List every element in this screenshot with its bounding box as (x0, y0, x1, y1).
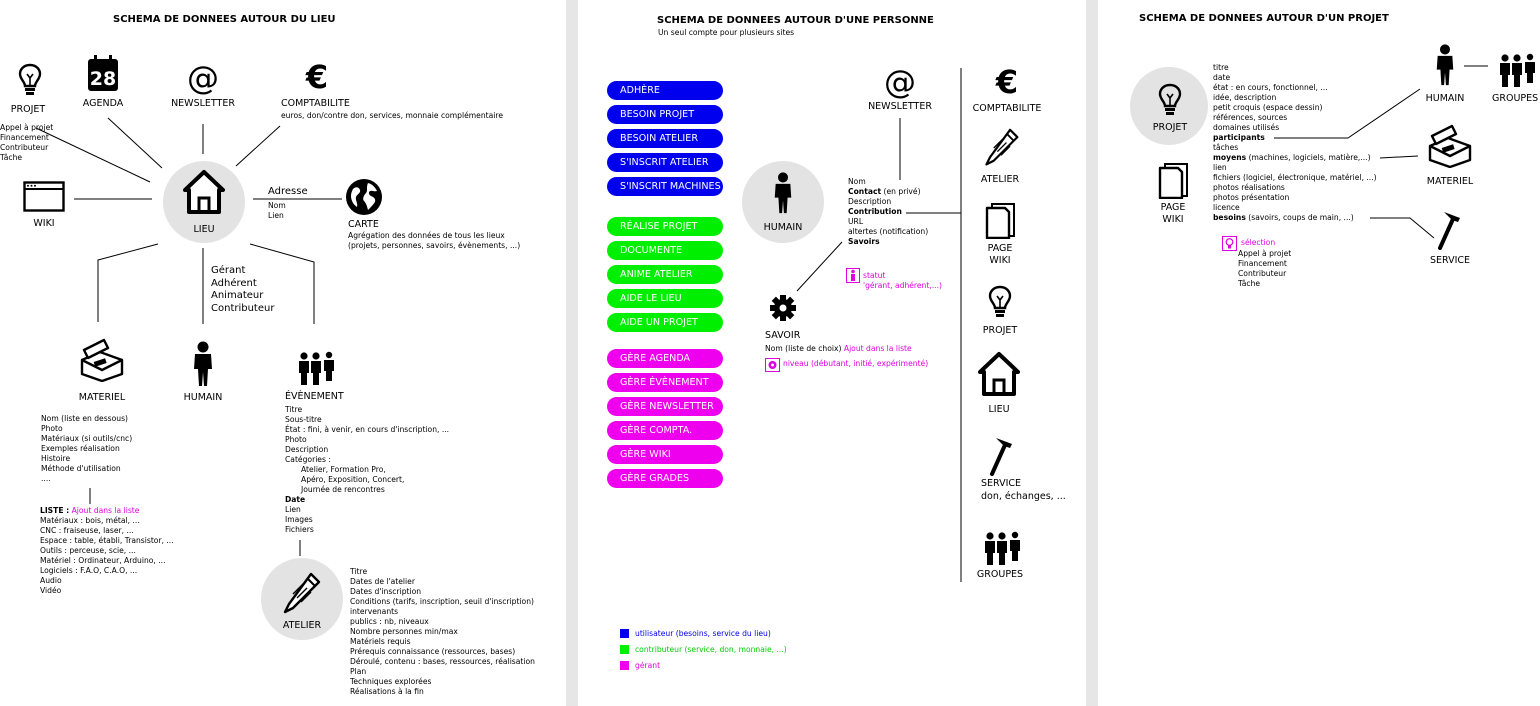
adresse-fields: Nom Lien (268, 201, 286, 220)
gere-compta-button[interactable]: GÈRE COMPTA. (607, 421, 723, 440)
adresse-label: Adresse (268, 186, 308, 197)
materiel-fields: Nom (liste en dessous) Photo Matériaux (si outils/cnc) Exemples réalisation Histoire Méthode d'utilisation .... (41, 414, 133, 483)
gere-grades-button[interactable]: GÈRE GRADES (607, 469, 723, 488)
statut-values: 'gérant, adhérent,...) (863, 281, 942, 290)
groupes-label: GROUPES (1492, 93, 1539, 104)
anime-atelier-button[interactable]: ANIME ATELIER (607, 265, 723, 284)
group-icon (1498, 53, 1538, 89)
gear-badge-icon (765, 358, 780, 372)
lightbulb-icon (987, 284, 1013, 318)
pencil-icon (981, 128, 1021, 168)
euro-icon: € (305, 58, 329, 96)
gear-icon (769, 294, 797, 322)
savoir-label: SAVOIR (765, 330, 801, 341)
comptabilite-label: COMPTABILITE (281, 98, 350, 109)
person-icon (1434, 42, 1456, 88)
personne-fields: Nom Contact (en privé) Description Contribution URL altertes (notification) Savoirs (848, 177, 929, 246)
legend-swatch-gerant (620, 661, 629, 670)
inscrit-machines-button[interactable]: S'INSCRIT MACHINES (607, 177, 723, 196)
besoin-projet-button[interactable]: BESOIN PROJET (607, 105, 723, 124)
person-badge-icon (846, 268, 860, 283)
atelier-label: ATELIER (980, 174, 1020, 185)
newsletter-label: NEWSLETTER (868, 101, 932, 112)
person-icon (191, 341, 215, 387)
page-title: SCHEMA DE DONNEES AUTOUR D'UNE PERSONNE (657, 15, 934, 26)
page-title: SCHEMA DE DONNEES AUTOUR D'UN PROJET (1139, 13, 1389, 24)
evenement-label: ÉVÈNEMENT (285, 391, 344, 402)
legend-utilisateur: utilisateur (besoins, service du lieu) (635, 629, 771, 638)
realise-projet-button[interactable]: RÉALISE PROJET (607, 217, 723, 236)
humain-label: HUMAIN (763, 222, 803, 233)
statut-label: statut (863, 271, 886, 280)
newsletter-label: NEWSLETTER (171, 98, 235, 109)
legend-contributeur: contributeur (service, don, monnaie, ...) (635, 645, 787, 654)
carte-label: CARTE (348, 219, 379, 230)
savoir-nom: Nom (liste de choix) Ajout dans la liste (765, 344, 912, 353)
lightbulb-badge-icon (1222, 236, 1237, 251)
page-label: PAGE (987, 243, 1013, 254)
aide-projet-button[interactable]: AIDE UN PROJET (607, 313, 723, 332)
page-title: SCHEMA DE DONNEES AUTOUR DU LIEU (113, 14, 336, 25)
agenda-label: AGENDA (82, 98, 124, 109)
carte-desc: Agrégation des données de tous les lieux (projets, personnes, savoirs, évènements, ...) (348, 231, 521, 250)
projet-label: PROJET (10, 104, 46, 115)
page-label: PAGE (1160, 202, 1186, 213)
gere-newsletter-button[interactable]: GÈRE NEWSLETTER (607, 397, 723, 416)
legend-swatch-utilisateur (620, 629, 629, 638)
gere-agenda-button[interactable]: GÈRE AGENDA (607, 349, 723, 368)
service-label: SERVICE (1429, 255, 1471, 266)
personne-panel (578, 0, 1086, 706)
document-icon (985, 203, 1015, 239)
aide-lieu-button[interactable]: AIDE LE LIEU (607, 289, 723, 308)
calendar-icon (86, 54, 120, 92)
gere-evenement-button[interactable]: GÈRE ÉVÈNEMENT (607, 373, 723, 392)
lieu-panel (0, 0, 566, 706)
hammer-icon (1434, 210, 1464, 250)
globe-icon (344, 177, 384, 217)
projet-fields: titre date état : en cours, fonctionnel, ... idée, description petit croquis (espace dessin) références, sources domaines utilisés participants tâches moyens (machines, logiciels, matière,...) lien fichiers (logiciel, électronique, matériel, ...) photos réalisations photos présentation licence besoins (savoirs, coups de main, ...) (1213, 63, 1377, 222)
person-icon (772, 170, 794, 216)
materiel-list: LISTE : Ajout dans la liste Matériaux : bois, métal, ... CNC : fraiseuse, laser, ... Espace : table, établi, Transistor, ... Outils : perceuse, scie, ... Matériel : Ordinateur, Arduino, ... Logiciels : F.A.O, C.A.O, ... Audio Vidéo (40, 506, 174, 595)
lightbulb-icon (17, 62, 43, 96)
projet-label: PROJET (982, 325, 1018, 336)
inscrit-atelier-button[interactable]: S'INSCRIT ATELIER (607, 153, 723, 172)
page-subtitle: Un seul compte pour plusieurs sites (658, 28, 795, 37)
service-label: SERVICE (981, 478, 1022, 489)
hammer-icon (986, 436, 1016, 476)
savoir-niveau: niveau (débutant, initié, expérimenté) (783, 359, 929, 368)
projet-panel (1098, 0, 1540, 706)
toolbox-icon (78, 338, 126, 382)
legend-swatch-contributeur (620, 645, 629, 654)
humain-label: HUMAIN (183, 392, 223, 403)
atelier-title: ATELIER (282, 620, 322, 631)
selection-label: sélection (1241, 238, 1276, 247)
comptabilite-detail: euros, don/contre don, services, monnaie complémentaire (281, 111, 504, 120)
savoir-add-link[interactable]: Ajout dans la liste (843, 344, 912, 353)
toolbox-icon (1426, 124, 1474, 168)
wiki-label: WIKI (33, 218, 55, 229)
besoin-atelier-button[interactable]: BESOIN ATELIER (607, 129, 723, 148)
lieu-label: LIEU (988, 404, 1010, 415)
list-title: LISTE : (40, 506, 70, 515)
legend-gerant: gérant (635, 661, 661, 670)
lieu-roles: Gérant Adhérent Animateur Contributeur (211, 265, 275, 314)
materiel-label: MATERIEL (78, 392, 126, 403)
wiki-label: WIKI (1162, 214, 1184, 225)
at-sign-icon: @ (884, 63, 916, 101)
evenement-fields: Titre Sous-titre État : fini, à venir, en cours d'inscription, ... Photo Description Catégories : Atelier, Formation Pro, Apéro, Exposition, Concert, Journée de rencontres Date Lien Images Fichiers (285, 405, 450, 534)
group-icon (983, 531, 1023, 567)
gere-wiki-button[interactable]: GÈRE WIKI (607, 445, 723, 464)
lieu-label: LIEU (193, 224, 215, 235)
group-icon (297, 351, 337, 387)
euro-icon: € (995, 63, 1019, 101)
adhere-button[interactable]: ADHÈRE (607, 81, 723, 100)
groupes-label: GROUPES (976, 569, 1024, 580)
browser-window-icon (23, 181, 65, 212)
selection-items: Appel à projet Financement Contributeur Tâche (1238, 249, 1292, 288)
at-sign-icon: @ (187, 59, 219, 97)
materiel-label: MATERIEL (1426, 176, 1474, 187)
service-detail: don, échanges, ... (981, 491, 1066, 502)
document-icon (1158, 163, 1188, 199)
atelier-fields: Titre Dates de l'atelier Dates d'inscription Conditions (tarifs, inscription, seuil d'inscription) intervenants publics : nb, niveaux Nombre personnes min/max Matériels requis Prérequis connaissance (ressources, bases) Déroulé, contenu : bases, ressources, réalisation Plan Techniques explorées Réalisations à la fin (350, 567, 535, 696)
comptabilite-label: COMPTABILITE (972, 103, 1042, 114)
house-icon (976, 350, 1022, 398)
humain-label: HUMAIN (1425, 93, 1465, 104)
list-add-link[interactable]: Ajout dans la liste (71, 506, 140, 515)
calendar-day: 28 (89, 68, 117, 90)
wiki-label: WIKI (989, 255, 1011, 266)
projet-label: PROJET (1152, 122, 1188, 133)
house-icon (181, 168, 227, 216)
lightbulb-icon (1157, 82, 1183, 116)
pencil-icon (281, 572, 321, 616)
documente-button[interactable]: DOCUMENTE (607, 241, 723, 260)
projet-details: Appel à projet Financement Contributeur Tâche (0, 123, 54, 162)
